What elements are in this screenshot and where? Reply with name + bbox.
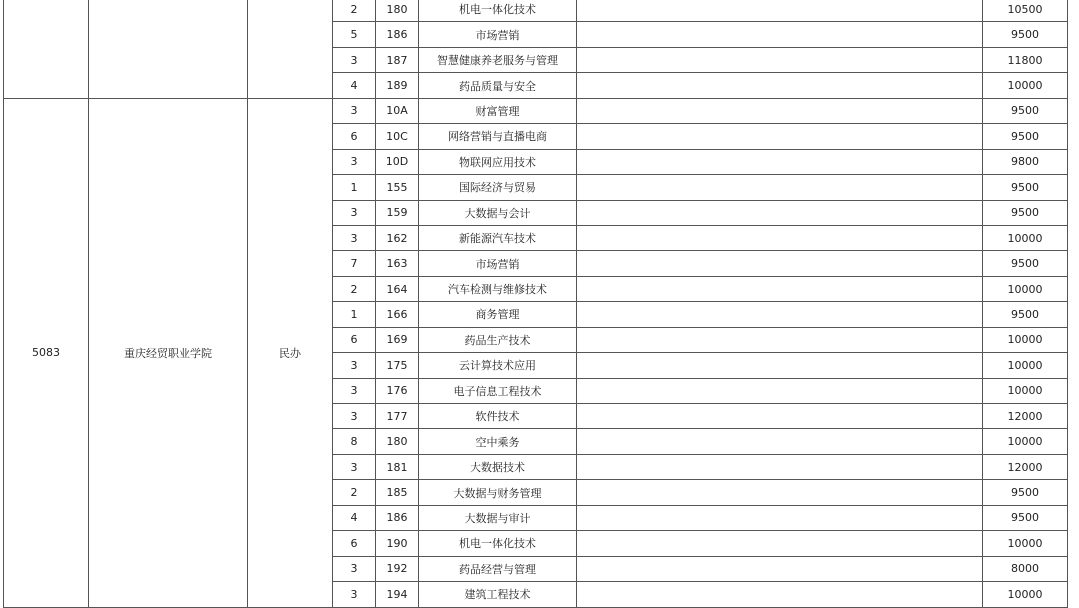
table-row [4, 98, 1068, 123]
major-name-cell: 大数据与会计 [419, 200, 577, 225]
plan-count-cell: 4 [333, 73, 376, 98]
major-name-cell: 药品生产技术 [419, 327, 577, 352]
major-code-cell: 169 [376, 327, 419, 352]
plan-count-cell: 1 [333, 302, 376, 327]
plan-count-cell: 3 [333, 225, 376, 250]
major-name-cell: 汽车检测与维修技术 [419, 276, 577, 301]
note-cell [577, 505, 983, 530]
major-name-cell: 市场营销 [419, 251, 577, 276]
plan-count-cell: 3 [333, 200, 376, 225]
school-type-cell [248, 0, 333, 98]
major-code-cell: 190 [376, 531, 419, 556]
note-cell [577, 98, 983, 123]
plan-count-cell: 3 [333, 353, 376, 378]
tuition-cell: 9500 [983, 200, 1068, 225]
plan-count-cell: 2 [333, 276, 376, 301]
major-code-cell: 189 [376, 73, 419, 98]
tuition-cell: 9500 [983, 251, 1068, 276]
major-name-cell: 大数据与审计 [419, 505, 577, 530]
major-name-cell: 大数据技术 [419, 454, 577, 479]
tuition-cell: 10000 [983, 531, 1068, 556]
plan-count-cell: 5 [333, 22, 376, 47]
tuition-cell: 10000 [983, 582, 1068, 607]
plan-count-cell: 3 [333, 556, 376, 581]
tuition-cell: 10000 [983, 378, 1068, 403]
major-code-cell: 180 [376, 0, 419, 22]
major-code-cell: 10C [376, 124, 419, 149]
major-code-cell: 159 [376, 200, 419, 225]
note-cell [577, 149, 983, 174]
major-name-cell: 药品质量与安全 [419, 73, 577, 98]
major-code-cell: 164 [376, 276, 419, 301]
major-code-cell: 10A [376, 98, 419, 123]
major-name-cell: 新能源汽车技术 [419, 225, 577, 250]
major-name-cell: 建筑工程技术 [419, 582, 577, 607]
major-name-cell: 智慧健康养老服务与管理 [419, 47, 577, 72]
tuition-cell: 9800 [983, 149, 1068, 174]
tuition-cell: 8000 [983, 556, 1068, 581]
note-cell [577, 531, 983, 556]
major-code-cell: 186 [376, 22, 419, 47]
note-cell [577, 73, 983, 98]
plan-count-cell: 7 [333, 251, 376, 276]
note-cell [577, 251, 983, 276]
major-name-cell: 国际经济与贸易 [419, 175, 577, 200]
plan-count-cell: 3 [333, 404, 376, 429]
plan-count-cell: 3 [333, 98, 376, 123]
plan-count-cell: 6 [333, 124, 376, 149]
major-name-cell: 电子信息工程技术 [419, 378, 577, 403]
school-code-cell [4, 0, 89, 98]
school-type-cell: 民办 [248, 98, 333, 607]
note-cell [577, 0, 983, 22]
school-name-cell: 重庆经贸职业学院 [89, 98, 248, 607]
table-row [4, 0, 1068, 22]
plan-count-cell: 3 [333, 378, 376, 403]
major-name-cell: 商务管理 [419, 302, 577, 327]
admission-plan-table [3, 0, 1068, 608]
major-name-cell: 空中乘务 [419, 429, 577, 454]
note-cell [577, 47, 983, 72]
note-cell [577, 353, 983, 378]
major-code-cell: 177 [376, 404, 419, 429]
note-cell [577, 378, 983, 403]
table-body [4, 0, 1068, 607]
note-cell [577, 480, 983, 505]
plan-count-cell: 3 [333, 149, 376, 174]
tuition-cell: 10000 [983, 327, 1068, 352]
plan-count-cell: 6 [333, 531, 376, 556]
major-code-cell: 180 [376, 429, 419, 454]
major-code-cell: 181 [376, 454, 419, 479]
major-code-cell: 162 [376, 225, 419, 250]
plan-count-cell: 4 [333, 505, 376, 530]
school-code-cell: 5083 [4, 98, 89, 607]
tuition-cell: 9500 [983, 302, 1068, 327]
major-name-cell: 物联网应用技术 [419, 149, 577, 174]
tuition-cell: 9500 [983, 480, 1068, 505]
major-name-cell: 大数据与财务管理 [419, 480, 577, 505]
plan-count-cell: 6 [333, 327, 376, 352]
note-cell [577, 124, 983, 149]
major-name-cell: 网络营销与直播电商 [419, 124, 577, 149]
major-code-cell: 175 [376, 353, 419, 378]
tuition-cell: 10000 [983, 353, 1068, 378]
tuition-cell: 10000 [983, 429, 1068, 454]
major-code-cell: 192 [376, 556, 419, 581]
major-name-cell: 机电一体化技术 [419, 531, 577, 556]
note-cell [577, 327, 983, 352]
tuition-cell: 9500 [983, 175, 1068, 200]
major-name-cell: 药品经营与管理 [419, 556, 577, 581]
major-name-cell: 云计算技术应用 [419, 353, 577, 378]
tuition-cell: 11800 [983, 47, 1068, 72]
major-code-cell: 194 [376, 582, 419, 607]
tuition-cell: 12000 [983, 454, 1068, 479]
tuition-cell: 10000 [983, 225, 1068, 250]
note-cell [577, 175, 983, 200]
major-code-cell: 163 [376, 251, 419, 276]
note-cell [577, 302, 983, 327]
note-cell [577, 22, 983, 47]
tuition-cell: 9500 [983, 22, 1068, 47]
plan-count-cell: 2 [333, 0, 376, 22]
major-name-cell: 财富管理 [419, 98, 577, 123]
major-code-cell: 166 [376, 302, 419, 327]
note-cell [577, 429, 983, 454]
major-name-cell: 机电一体化技术 [419, 0, 577, 22]
note-cell [577, 556, 983, 581]
major-code-cell: 186 [376, 505, 419, 530]
note-cell [577, 454, 983, 479]
school-name-cell [89, 0, 248, 98]
note-cell [577, 276, 983, 301]
major-code-cell: 185 [376, 480, 419, 505]
major-code-cell: 176 [376, 378, 419, 403]
tuition-cell: 9500 [983, 124, 1068, 149]
major-code-cell: 10D [376, 149, 419, 174]
major-code-cell: 155 [376, 175, 419, 200]
tuition-cell: 10500 [983, 0, 1068, 22]
plan-count-cell: 2 [333, 480, 376, 505]
plan-count-cell: 3 [333, 582, 376, 607]
major-code-cell: 187 [376, 47, 419, 72]
tuition-cell: 9500 [983, 505, 1068, 530]
plan-count-cell: 3 [333, 47, 376, 72]
note-cell [577, 582, 983, 607]
tuition-cell: 12000 [983, 404, 1068, 429]
plan-count-cell: 1 [333, 175, 376, 200]
note-cell [577, 225, 983, 250]
major-name-cell: 软件技术 [419, 404, 577, 429]
tuition-cell: 10000 [983, 73, 1068, 98]
tuition-cell: 9500 [983, 98, 1068, 123]
tuition-cell: 10000 [983, 276, 1068, 301]
plan-count-cell: 8 [333, 429, 376, 454]
note-cell [577, 200, 983, 225]
plan-count-cell: 3 [333, 454, 376, 479]
note-cell [577, 404, 983, 429]
major-name-cell: 市场营销 [419, 22, 577, 47]
